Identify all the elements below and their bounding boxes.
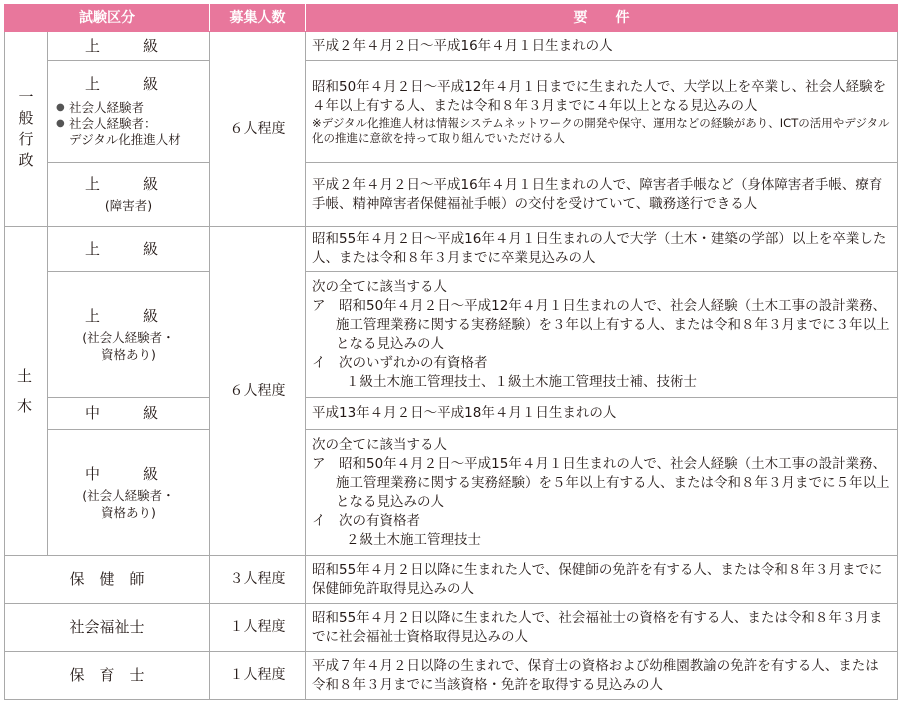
bullet-list — [48, 100, 209, 148]
table-row — [5, 398, 898, 430]
requirement-cell — [306, 430, 898, 556]
requirement-line: イ 次の有資格者 — [312, 512, 420, 529]
requirement-text: 平成２年４月２日～平成16年４月１日生まれの人 — [306, 32, 898, 61]
level-label: 上 級 — [48, 227, 210, 272]
requirement-line: ２級土木施工管理技士 — [346, 531, 481, 548]
level-label: 中 級 — [84, 464, 172, 483]
requirement-line: ア 昭和50年４月２日～平成15年４月１日生まれの人で、社会人経験（土木工事の設計業務、施工管理業務に関する実務経験）を５年以上有する人、または令和８年３月までに５年以上となる見込みの人 — [312, 455, 890, 510]
list-item: ● 社会人経験者 — [56, 100, 209, 116]
requirement-text: 平成２年４月２日～平成16年４月１日生まれの人で、障害者手帳など（身体障害者手帳、療育手帳、精神障害者保健福祉手帳）の交付を受けていて、職務遂行できる人 — [306, 163, 898, 227]
header-count: 募集人数 — [210, 5, 306, 32]
recruitment-table — [4, 4, 898, 700]
table-header-row — [5, 5, 898, 32]
requirement-text: 平成７年４月２日以降の生まれで、保育士の資格および幼稚園教諭の免許を有する人、または令和８年３月までに当該資格・免許を取得する見込みの人 — [306, 652, 898, 700]
count-childcare-worker: １人程度 — [210, 652, 306, 700]
requirement-text: 昭和55年４月２日以降に生まれた人で、保健師の免許を有する人、または令和８年３月までに保健師免許取得見込みの人 — [306, 556, 898, 604]
level-cell — [48, 272, 210, 398]
requirement-text: 平成13年４月２日～平成18年４月１日生まれの人 — [306, 398, 898, 430]
requirement-note: ※デジタル化推進人材は情報システムネットワークの開発や保守、運用などの経験があり、ICTの活用やデジタル化の推進に意欲を持って取り組んでいただける人 — [312, 115, 890, 145]
table-row — [5, 32, 898, 61]
table-row — [5, 430, 898, 556]
category-general: 一般行政 — [5, 32, 48, 227]
category-civil: 土木 — [5, 227, 48, 556]
requirement-line: １級土木施工管理技士、１級土木施工管理技士補、技術士 — [346, 373, 697, 390]
count-public-health-nurse: ３人程度 — [210, 556, 306, 604]
header-category: 試験区分 — [5, 5, 210, 32]
level-label: 上 級 — [84, 306, 172, 325]
count-civil: ６人程度 — [210, 227, 306, 556]
requirement-line: ア 昭和50年４月２日～平成12年４月１日生まれの人で、社会人経験（土木工事の設計業務、施工管理業務に関する実務経験）を３年以上有する人、または令和８年３月までに３年以上となる見込みの人 — [312, 297, 890, 352]
table-row — [5, 652, 898, 700]
level-note: (社会人経験者・ 資格あり) — [82, 487, 175, 520]
header-requirements: 要 件 — [306, 5, 898, 32]
requirement-line: 次の全てに該当する人 — [312, 436, 447, 453]
category-public-health-nurse: 保 健 師 — [5, 556, 210, 604]
level-label: 中 級 — [48, 398, 210, 430]
table-row — [5, 61, 898, 163]
count-general: ６人程度 — [210, 32, 306, 227]
requirement-line: イ 次のいずれかの有資格者 — [312, 354, 488, 371]
level-label: 上 級 — [84, 75, 172, 93]
level-cell — [48, 163, 210, 227]
requirement-text: 昭和55年４月２日以降に生まれた人で、社会福祉士の資格を有する人、または令和８年３月までに社会福祉士資格取得見込みの人 — [306, 604, 898, 652]
table-row — [5, 272, 898, 398]
level-cell — [48, 430, 210, 556]
requirement-line: 次の全てに該当する人 — [312, 278, 447, 295]
table-row — [5, 556, 898, 604]
table-row — [5, 227, 898, 272]
table-row — [5, 604, 898, 652]
requirement-cell — [306, 272, 898, 398]
level-note: (社会人経験者・ 資格あり) — [82, 329, 175, 362]
table-row — [5, 163, 898, 227]
requirement-cell — [306, 61, 898, 163]
level-note: (障害者) — [104, 198, 153, 213]
level-label: 上 級 — [48, 32, 210, 61]
category-childcare-worker: 保 育 士 — [5, 652, 210, 700]
level-label: 上 級 — [84, 175, 172, 193]
requirement-text: 昭和50年４月２日～平成12年４月１日までに生まれた人で、大学以上を卒業し、社会人経験を４年以上有する人、または令和８年３月までに４年以上となる見込みの人 — [312, 78, 887, 114]
level-cell — [48, 61, 210, 163]
category-social-worker: 社会福祉士 — [5, 604, 210, 652]
count-social-worker: １人程度 — [210, 604, 306, 652]
list-item: ● 社会人経験者： デジタル化推進人材 — [56, 116, 209, 148]
requirement-text: 昭和55年４月２日～平成16年４月１日生まれの人で大学（土木・建築の学部）以上を卒業した人、または令和８年３月までに卒業見込みの人 — [306, 227, 898, 272]
